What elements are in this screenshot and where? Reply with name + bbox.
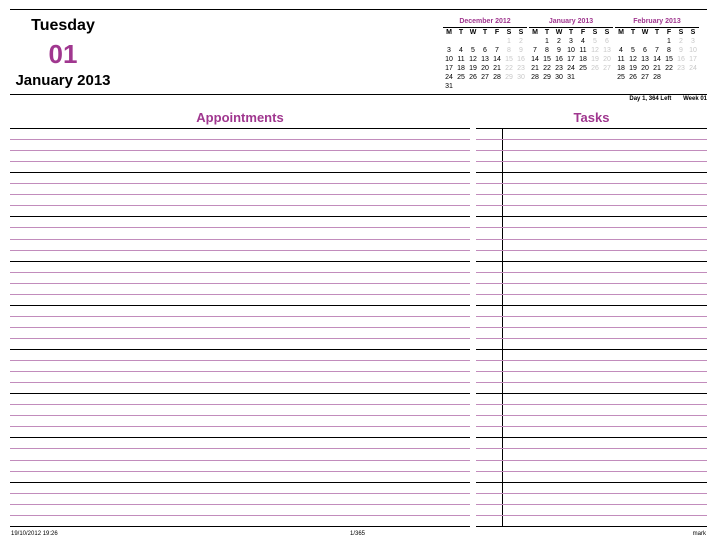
ruled-line (10, 239, 470, 240)
mini-calendar-day (601, 73, 613, 82)
hour-rule (10, 437, 470, 438)
mini-calendar-day: 7 (495, 47, 499, 54)
mini-calendar-day (479, 37, 491, 46)
mini-calendar-day: 23 (555, 65, 563, 72)
days-left-label: Day 1, 364 Left (629, 96, 672, 102)
ruled-line (476, 161, 707, 162)
weekday-header: M (532, 29, 538, 36)
tasks-heading: Tasks (573, 110, 610, 125)
hour-rule (10, 393, 470, 394)
mini-calendar-day: 10 (445, 56, 453, 63)
ruled-line (10, 194, 470, 195)
ruled-line (10, 338, 470, 339)
mini-calendar-day: 20 (481, 65, 489, 72)
ruled-line (476, 415, 707, 416)
weekday-header: F (666, 29, 672, 36)
weekday-header: M (446, 29, 452, 36)
mini-calendar-day: 17 (567, 56, 575, 63)
ruled-line (476, 360, 707, 361)
ruled-line (10, 139, 470, 140)
mini-calendar-day: 2 (519, 38, 523, 45)
weekday-header: S (678, 29, 684, 36)
ruled-line (476, 515, 707, 516)
ruled-line (10, 371, 470, 372)
mini-calendar-day (443, 37, 455, 46)
mini-calendar-day: 13 (641, 56, 649, 63)
mini-calendar-day: 4 (581, 38, 585, 45)
ruled-line (476, 205, 707, 206)
mini-calendar-january (529, 17, 613, 82)
mini-calendar-day: 14 (653, 56, 661, 63)
mini-calendar-december (443, 17, 527, 91)
appointments-heading: Appointments (196, 110, 284, 125)
mini-calendar-day: 19 (469, 65, 477, 72)
weekday-header: F (494, 29, 500, 36)
mini-calendar-day: 22 (505, 65, 513, 72)
mini-calendar-day (687, 73, 699, 82)
ruled-line (476, 493, 707, 494)
mini-calendar-day (491, 82, 503, 91)
mini-calendar-title: February 2013 (615, 17, 699, 28)
ruled-line (476, 471, 707, 472)
mini-calendar-day: 6 (605, 38, 609, 45)
mini-calendar-day: 7 (655, 47, 659, 54)
ruled-line (476, 371, 707, 372)
ruled-line (476, 250, 707, 251)
mini-calendar-day: 12 (629, 56, 637, 63)
weekday-header: S (604, 29, 610, 36)
mini-calendar-title: January 2013 (529, 17, 613, 28)
weekday-header: T (630, 29, 636, 36)
hour-rule (476, 128, 707, 129)
mini-calendar-day: 22 (543, 65, 551, 72)
mini-calendar-day (663, 73, 675, 82)
ruled-line (476, 283, 707, 284)
mini-calendar-day: 16 (517, 56, 525, 63)
mini-calendar-day: 2 (679, 38, 683, 45)
mini-calendar-day: 29 (543, 74, 551, 81)
mini-calendar-week (615, 37, 699, 46)
hour-rule (10, 172, 470, 173)
mini-calendar-week (443, 82, 527, 91)
ruled-line (10, 515, 470, 516)
ruled-line (476, 327, 707, 328)
mini-calendar-day: 8 (545, 47, 549, 54)
mini-calendar-february (615, 17, 699, 82)
ruled-line (476, 183, 707, 184)
ruled-line (476, 227, 707, 228)
ruled-line (10, 150, 470, 151)
ruled-line (10, 327, 470, 328)
mini-calendar-day: 11 (457, 56, 465, 63)
mini-calendar-week (615, 55, 699, 64)
ruled-line (476, 448, 707, 449)
ruled-line (10, 227, 470, 228)
mini-calendar-day: 3 (569, 38, 573, 45)
mini-calendar-day: 12 (591, 47, 599, 54)
ruled-line (476, 404, 707, 405)
mini-calendar-day: 27 (481, 74, 489, 81)
weekday-header: T (544, 29, 550, 36)
mini-calendar-day: 9 (519, 47, 523, 54)
ruled-line (10, 404, 470, 405)
ruled-line (10, 493, 470, 494)
mini-calendar-day: 24 (445, 74, 453, 81)
mini-calendar-day: 15 (665, 56, 673, 63)
mini-calendar-day: 16 (555, 56, 563, 63)
month-year-label: January 2013 (15, 72, 111, 89)
mini-calendar-day: 25 (617, 74, 625, 81)
hour-rule (476, 261, 707, 262)
mini-calendar-day: 23 (517, 65, 525, 72)
mini-calendar-day (479, 82, 491, 91)
mini-calendar-day: 12 (469, 56, 477, 63)
ruled-line (10, 272, 470, 273)
hour-rule (476, 482, 707, 483)
day-number: 01 (48, 39, 78, 69)
footer-page-number: 1/365 (350, 531, 366, 537)
day-info (629, 96, 707, 102)
mini-calendar-week (615, 64, 699, 73)
weekday-header: T (482, 29, 488, 36)
mini-calendar-day: 3 (447, 47, 451, 54)
weekday-header: M (618, 29, 624, 36)
mini-calendar-week (443, 37, 527, 46)
week-number-label: Week 01 (683, 96, 707, 102)
mini-calendar-day: 28 (493, 74, 501, 81)
mini-calendar-day: 13 (603, 47, 611, 54)
mini-calendar-day: 30 (517, 74, 525, 81)
mini-calendar-day: 24 (689, 65, 697, 72)
mini-calendar-day: 28 (653, 74, 661, 81)
hour-rule (10, 526, 470, 527)
hour-rule (10, 349, 470, 350)
header-rule (10, 94, 707, 95)
mini-calendar-day: 15 (543, 56, 551, 63)
ruled-line (476, 426, 707, 427)
ruled-line (476, 194, 707, 195)
hour-rule (476, 393, 707, 394)
footer-printed-date: 19/10/2012 19:26 (11, 531, 58, 537)
mini-calendar-week (529, 73, 613, 82)
mini-calendar-day: 11 (617, 56, 625, 63)
mini-calendar-day (589, 73, 601, 82)
mini-calendar-day: 29 (505, 74, 513, 81)
ruled-line (476, 382, 707, 383)
mini-calendar-week (615, 46, 699, 55)
mini-calendar-week (529, 37, 613, 46)
mini-calendar-day: 19 (591, 56, 599, 63)
ruled-line (10, 382, 470, 383)
mini-calendar-day: 14 (531, 56, 539, 63)
hour-rule (10, 305, 470, 306)
mini-calendar-day: 15 (505, 56, 513, 63)
mini-calendar-day: 26 (629, 74, 637, 81)
ruled-line (10, 360, 470, 361)
ruled-line (10, 294, 470, 295)
mini-calendar-day: 10 (689, 47, 697, 54)
mini-calendar-day: 23 (677, 65, 685, 72)
ruled-line (476, 338, 707, 339)
mini-calendar-week (529, 55, 613, 64)
weekday-header: T (654, 29, 660, 36)
mini-calendar-day: 22 (665, 65, 673, 72)
mini-calendar-day: 3 (691, 38, 695, 45)
mini-calendar-day (467, 82, 479, 91)
mini-calendar-day: 2 (557, 38, 561, 45)
mini-calendar-day: 8 (667, 47, 671, 54)
weekday-header: T (568, 29, 574, 36)
footer-author: mark (692, 531, 706, 537)
mini-calendar-day: 11 (579, 47, 587, 54)
mini-calendar-day: 18 (617, 65, 625, 72)
mini-calendar-weekdays (529, 28, 613, 37)
hour-rule (476, 216, 707, 217)
ruled-line (10, 504, 470, 505)
ruled-line (10, 250, 470, 251)
mini-calendar-day: 8 (507, 47, 511, 54)
mini-calendar-day: 9 (557, 47, 561, 54)
mini-calendar-day: 20 (603, 56, 611, 63)
hour-rule (10, 482, 470, 483)
mini-calendar-week (529, 64, 613, 73)
mini-calendar-day (639, 37, 651, 46)
ruled-line (10, 183, 470, 184)
ruled-line (10, 415, 470, 416)
mini-calendar-week (443, 55, 527, 64)
mini-calendar-day: 7 (533, 47, 537, 54)
hour-rule (10, 261, 470, 262)
ruled-line (10, 460, 470, 461)
mini-calendar-day: 18 (457, 65, 465, 72)
date-block (10, 16, 116, 90)
mini-calendar-week (443, 46, 527, 55)
weekday-header: W (555, 29, 563, 36)
ruled-line (10, 161, 470, 162)
mini-calendar-day: 4 (459, 47, 463, 54)
mini-calendar-day: 6 (483, 47, 487, 54)
ruled-line (476, 460, 707, 461)
mini-calendar-day: 1 (667, 38, 671, 45)
mini-calendar-day (467, 37, 479, 46)
mini-calendar-day: 14 (493, 56, 501, 63)
mini-calendar-day: 1 (507, 38, 511, 45)
mini-calendar-day (529, 37, 541, 46)
mini-calendar-day: 28 (531, 74, 539, 81)
hour-rule (476, 437, 707, 438)
weekday-header: S (518, 29, 524, 36)
weekday-header: S (690, 29, 696, 36)
mini-calendar-day: 10 (567, 47, 575, 54)
mini-calendar-day: 18 (579, 56, 587, 63)
mini-calendar-day: 26 (591, 65, 599, 72)
mini-calendar-day: 25 (457, 74, 465, 81)
ruled-line (476, 316, 707, 317)
ruled-line (476, 294, 707, 295)
mini-calendar-weekdays (615, 28, 699, 37)
ruled-line (476, 272, 707, 273)
mini-calendar-day (615, 37, 627, 46)
ruled-line (476, 239, 707, 240)
mini-calendar-week (529, 46, 613, 55)
ruled-line (10, 205, 470, 206)
mini-calendar-day: 5 (471, 47, 475, 54)
ruled-line (476, 504, 707, 505)
mini-calendar-day: 13 (481, 56, 489, 63)
mini-calendar-day: 19 (629, 65, 637, 72)
hour-rule (10, 216, 470, 217)
mini-calendar-day: 16 (677, 56, 685, 63)
weekday-label: Tuesday (31, 17, 95, 34)
mini-calendar-day: 21 (653, 65, 661, 72)
mini-calendar-day (651, 37, 663, 46)
weekday-header: W (469, 29, 477, 36)
mini-calendar-week (443, 64, 527, 73)
mini-calendar-day: 5 (593, 38, 597, 45)
mini-calendar-day: 17 (445, 65, 453, 72)
mini-calendar-day: 26 (469, 74, 477, 81)
hour-rule (476, 172, 707, 173)
weekday-header: S (506, 29, 512, 36)
mini-calendar-week (615, 73, 699, 82)
mini-calendar-day: 24 (567, 65, 575, 72)
ruled-line (476, 150, 707, 151)
weekday-header: F (580, 29, 586, 36)
mini-calendar-day (675, 73, 687, 82)
ruled-line (10, 426, 470, 427)
weekday-header: S (592, 29, 598, 36)
ruled-line (10, 316, 470, 317)
mini-calendar-day: 21 (531, 65, 539, 72)
mini-calendar-day: 27 (603, 65, 611, 72)
mini-calendar-day (491, 37, 503, 46)
mini-calendar-day: 17 (689, 56, 697, 63)
ruled-line (10, 471, 470, 472)
mini-calendar-day: 4 (619, 47, 623, 54)
hour-rule (476, 526, 707, 527)
mini-calendar-weekdays (443, 28, 527, 37)
ruled-line (476, 139, 707, 140)
mini-calendar-day: 21 (493, 65, 501, 72)
hour-rule (10, 128, 470, 129)
mini-calendar-day: 31 (445, 83, 453, 90)
mini-calendar-day: 5 (631, 47, 635, 54)
hour-rule (476, 349, 707, 350)
mini-calendar-day: 27 (641, 74, 649, 81)
mini-calendar-day (627, 37, 639, 46)
mini-calendar-day: 30 (555, 74, 563, 81)
mini-calendar-title: December 2012 (443, 17, 527, 28)
mini-calendar-day: 1 (545, 38, 549, 45)
hour-rule (476, 305, 707, 306)
mini-calendar-day (455, 82, 467, 91)
weekday-header: T (458, 29, 464, 36)
mini-calendar-week (443, 73, 527, 82)
ruled-line (10, 283, 470, 284)
top-rule (10, 9, 707, 10)
mini-calendar-day (577, 73, 589, 82)
mini-calendar-day (515, 82, 527, 91)
weekday-header: W (641, 29, 649, 36)
mini-calendar-day: 9 (679, 47, 683, 54)
mini-calendar-day (455, 37, 467, 46)
mini-calendar-day (503, 82, 515, 91)
ruled-line (10, 448, 470, 449)
mini-calendar-day: 25 (579, 65, 587, 72)
mini-calendar-day: 20 (641, 65, 649, 72)
mini-calendar-day: 6 (643, 47, 647, 54)
mini-calendar-day: 31 (567, 74, 575, 81)
